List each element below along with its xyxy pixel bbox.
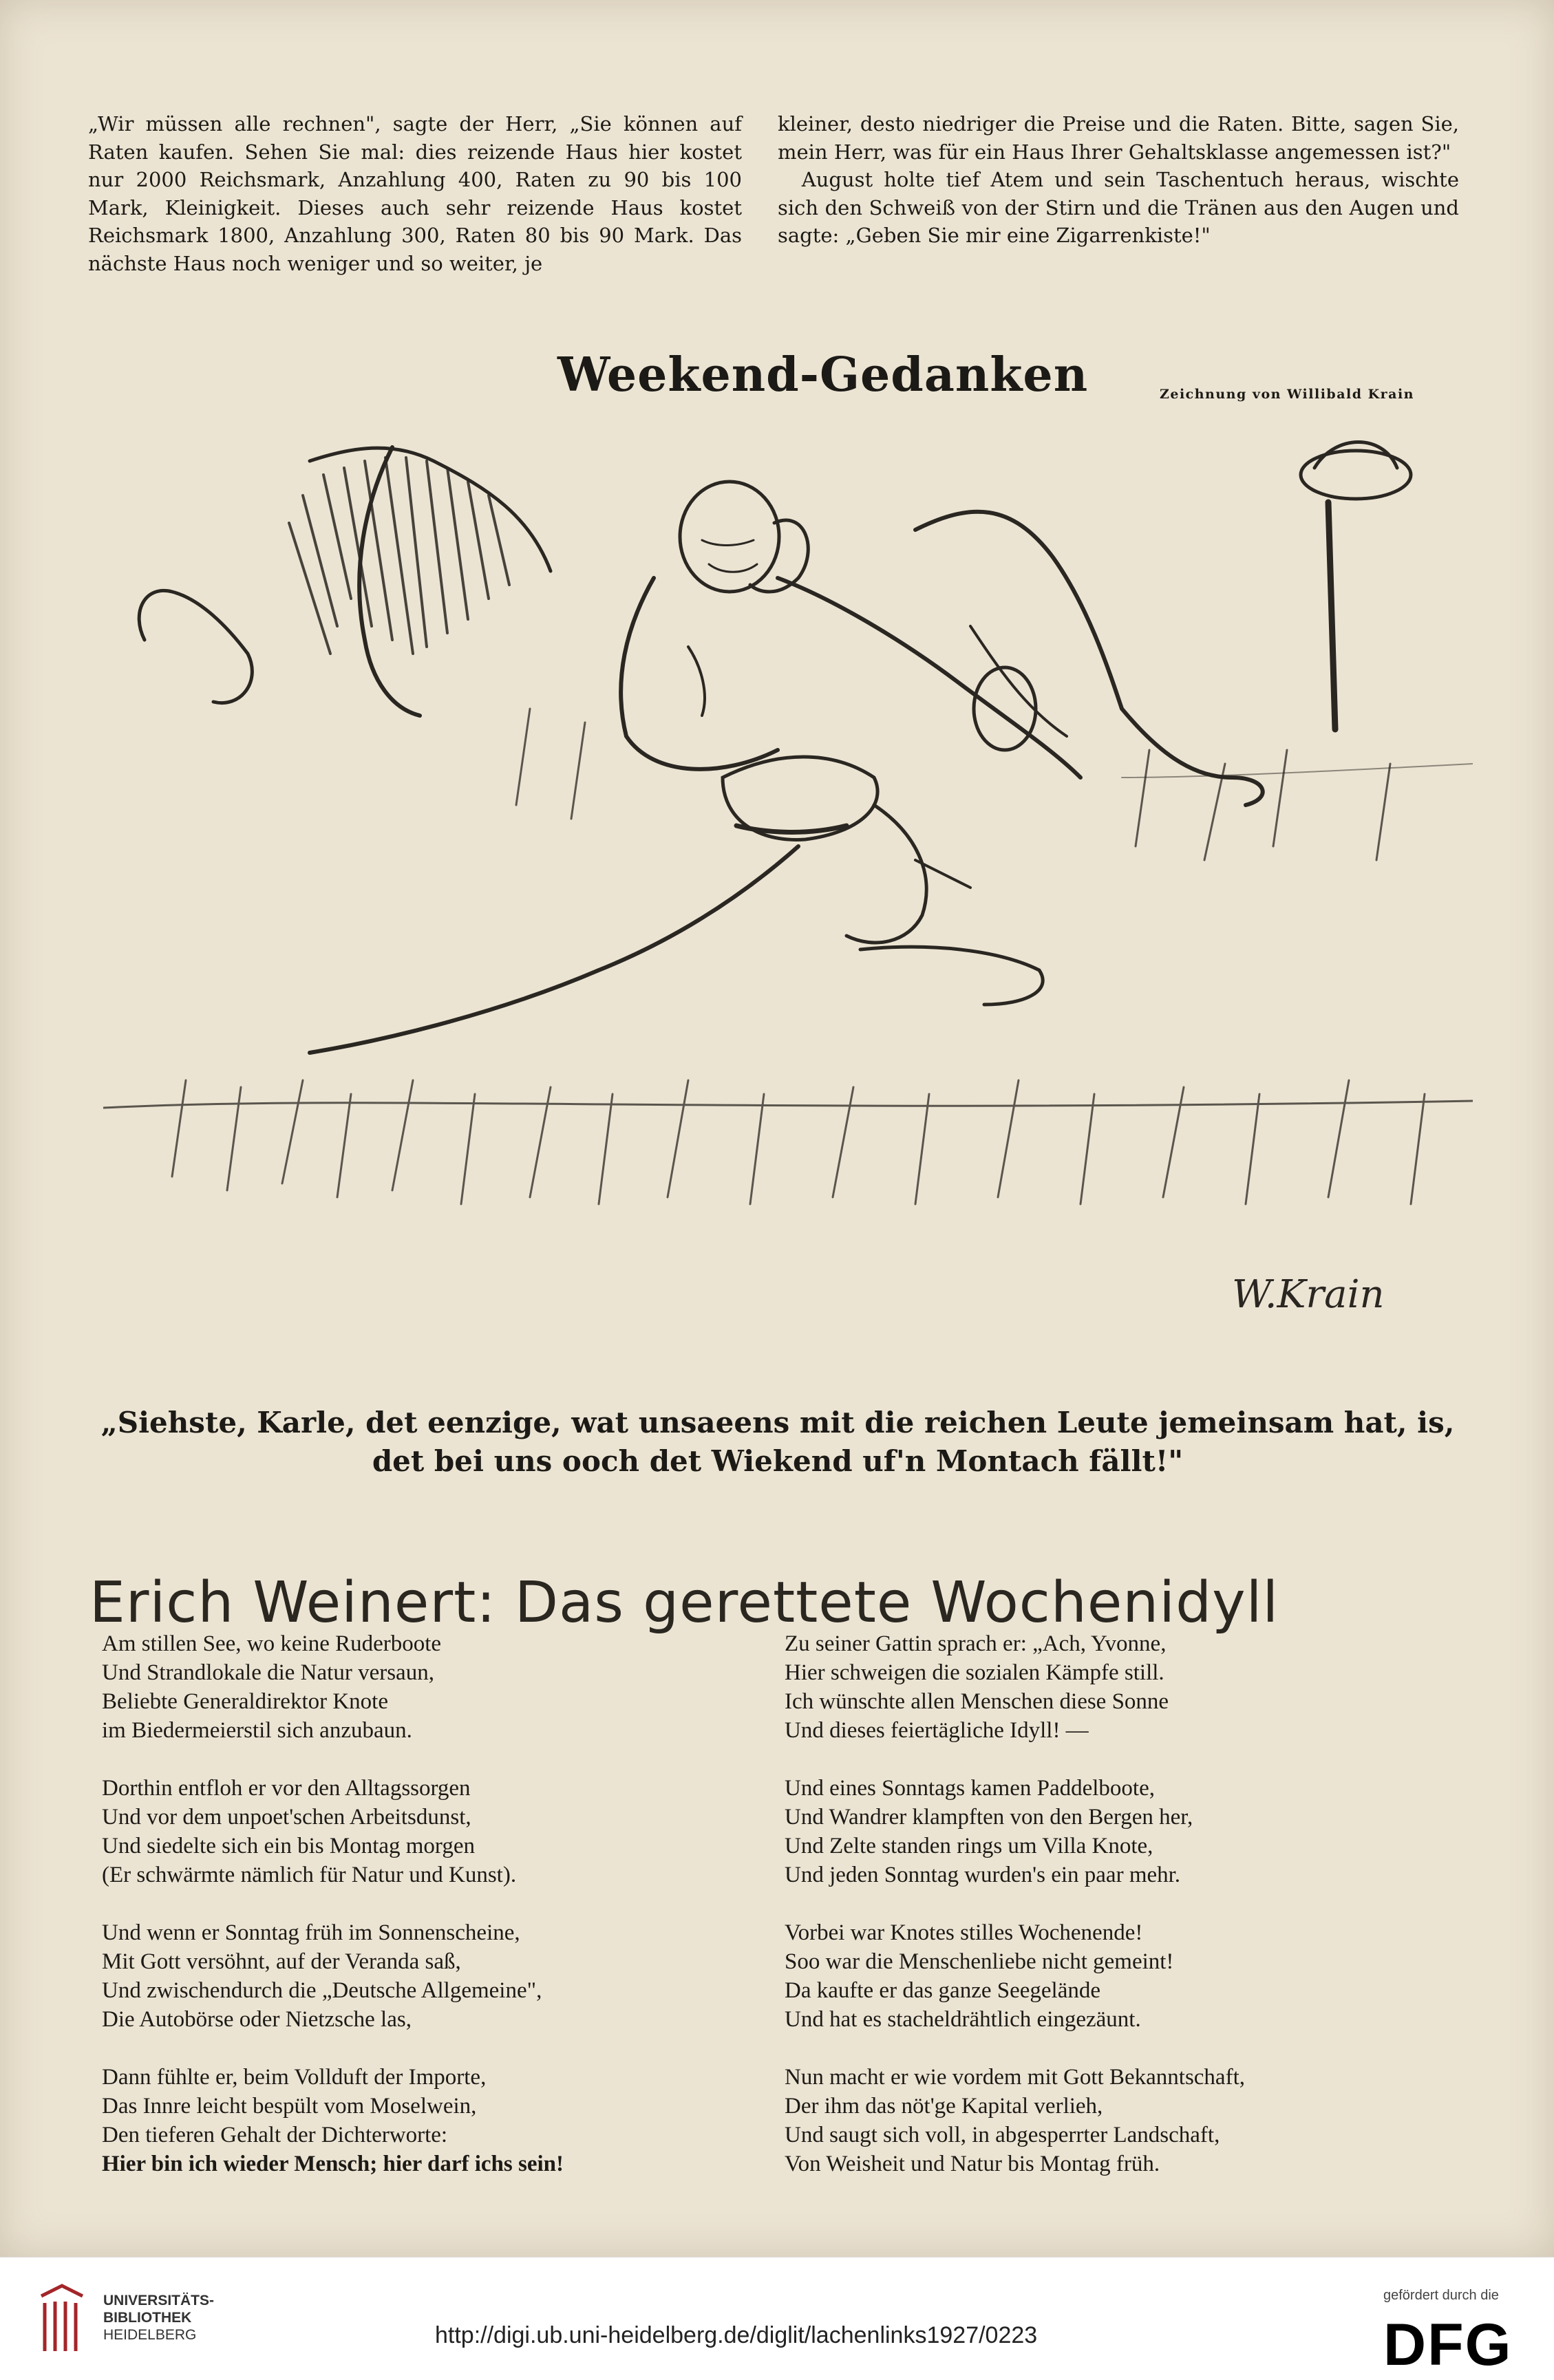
poem-stanza bbox=[102, 1629, 763, 1745]
poem-line: Und Zelte standen rings um Villa Knote, bbox=[785, 1834, 1153, 1858]
poem-line: Am stillen See, wo keine Ruderboote bbox=[102, 1631, 442, 1656]
poem-title: Erich Weinert: Das gerettete Wochenidyll bbox=[89, 1570, 1279, 1636]
poem-line: Und vor dem unpoet'schen Arbeitsdunst, bbox=[102, 1805, 471, 1830]
poem-line: Zu seiner Gattin sprach er: „Ach, Yvonne, bbox=[785, 1631, 1167, 1656]
poem-line: Nun macht er wie vordem mit Gott Bekanntschaft, bbox=[785, 2065, 1245, 2090]
cartoon-caption: „Siehste, Karle, det eenzige, wat unsaeens mit die reichen Leute jemeinsam hat, is, det bei uns ooch det Wiekend uf'n Montach fällt!" bbox=[100, 1406, 1455, 1478]
poem-line: Und hat es stacheldrähtlich eingezäunt. bbox=[785, 2007, 1141, 2032]
university-logo-icon bbox=[34, 2282, 89, 2358]
cartoon-heading: Weekend-Gedanken bbox=[557, 347, 1089, 403]
prose-paragraph: kleiner, desto niedriger die Preise und die Raten. Bitte, sagen Sie, mein Herr, was für ein Haus Ihrer Gehaltsklasse angemessen ist?" bbox=[778, 112, 1459, 164]
cartoon-illustration bbox=[103, 420, 1473, 1369]
poem-stanza bbox=[785, 1774, 1473, 1889]
poem-line: Soo war die Menschenliebe nicht gemeint! bbox=[785, 1949, 1174, 1974]
poem-line: Hier bin ich wieder Mensch; hier darf ichs sein! bbox=[102, 2152, 564, 2176]
library-name bbox=[103, 2292, 214, 2344]
footer-bar bbox=[0, 2257, 1554, 2380]
poem-line: Der ihm das nöt'ge Kapital verlieh, bbox=[785, 2094, 1103, 2119]
poem-line: Und zwischendurch die „Deutsche Allgemeine", bbox=[102, 1978, 542, 2003]
poem-stanza bbox=[785, 1629, 1473, 1745]
poem-line: Das Innre leicht bespült vom Moselwein, bbox=[102, 2094, 477, 2119]
poem-line: Mit Gott versöhnt, auf der Veranda saß, bbox=[102, 1949, 461, 1974]
poem-stanza bbox=[102, 1918, 763, 2034]
poem-line: Beliebte Generaldirektor Knote bbox=[102, 1689, 388, 1714]
cartoon-credit: Zeichnung von Willibald Krain bbox=[1160, 387, 1414, 402]
funding-note: gefördert durch die bbox=[1383, 2288, 1499, 2303]
poem-line: Und dieses feiertägliche Idyll! — bbox=[785, 1718, 1089, 1743]
prose-column-right bbox=[778, 110, 1459, 250]
poem-line: Von Weisheit und Natur bis Montag früh. bbox=[785, 2152, 1160, 2176]
poem-column-right bbox=[785, 1629, 1473, 2207]
poem-column-left bbox=[102, 1629, 763, 2207]
poem-stanza bbox=[785, 2063, 1473, 2178]
poem-line: Da kaufte er das ganze Seegelände bbox=[785, 1978, 1101, 2003]
poem-line: Dann fühlte er, beim Vollduft der Importe, bbox=[102, 2065, 487, 2090]
artist-signature: W.Krain bbox=[1232, 1272, 1385, 1317]
poem-line: Vorbei war Knotes stilles Wochenende! bbox=[785, 1920, 1143, 1945]
poem-stanza bbox=[102, 2063, 763, 2178]
prose-paragraph: August holte tief Atem und sein Taschentuch heraus, wischte sich den Schweiß von der Stirn und die Tränen aus den Augen und sagte: „Geben Sie mir eine Zigarrenkiste!" bbox=[778, 168, 1459, 247]
poem-line: Den tieferen Gehalt der Dichterworte: bbox=[102, 2123, 448, 2147]
poem-line: Und Strandlokale die Natur versaun, bbox=[102, 1660, 434, 1685]
poem-line: Die Autobörse oder Nietzsche las, bbox=[102, 2007, 412, 2032]
poem-line: Dorthin entfloh er vor den Alltagssorgen bbox=[102, 1776, 471, 1801]
poem-line: Hier schweigen die sozialen Kämpfe still. bbox=[785, 1660, 1164, 1685]
poem-line: Und wenn er Sonntag früh im Sonnenscheine, bbox=[102, 1920, 520, 1945]
poem-stanza bbox=[785, 1918, 1473, 2034]
library-name-line: UNIVERSITÄTS- bbox=[103, 2293, 215, 2308]
prose-paragraph: „Wir müssen alle rechnen", sagte der Herr, „Sie können auf Raten kaufen. Sehen Sie mal: dies reizende Haus hier kostet nur 2000 Reichsmark, Anzahlung 400, Raten zu 90 bis 100 Mark, Kleinigkeit. Dieses auch sehr reizende Haus kostet Reichsmark 1800, Anzahlung 300, Raten 80 bis 90 Mark. Das nächste Haus noch weniger und so weiter, je bbox=[88, 112, 742, 275]
poem-line: im Biedermeierstil sich anzubaun. bbox=[102, 1718, 412, 1743]
poem-line: Und Wandrer klampften von den Bergen her, bbox=[785, 1805, 1193, 1830]
poem-line: Und siedelte sich ein bis Montag morgen bbox=[102, 1834, 475, 1858]
source-url-link[interactable]: http://digi.ub.uni-heidelberg.de/diglit/lachenlinks1927/0223 bbox=[435, 2322, 1038, 2348]
poem-line: Und eines Sonntags kamen Paddelboote, bbox=[785, 1776, 1155, 1801]
poem-stanza bbox=[102, 1774, 763, 1889]
prose-column-left bbox=[88, 110, 742, 277]
library-name-line: BIBLIOTHEK bbox=[103, 2310, 192, 2326]
library-name-line: HEIDELBERG bbox=[103, 2327, 197, 2343]
poem-line: Ich wünschte allen Menschen diese Sonne bbox=[785, 1689, 1169, 1714]
poem-line: Und jeden Sonntag wurden's ein paar mehr. bbox=[785, 1863, 1181, 1887]
poem-line: (Er schwärmte nämlich für Natur und Kunst). bbox=[102, 1863, 517, 1887]
poem-line: Und saugt sich voll, in abgesperrter Landschaft, bbox=[785, 2123, 1220, 2147]
dfg-logo: DFG bbox=[1383, 2312, 1513, 2378]
